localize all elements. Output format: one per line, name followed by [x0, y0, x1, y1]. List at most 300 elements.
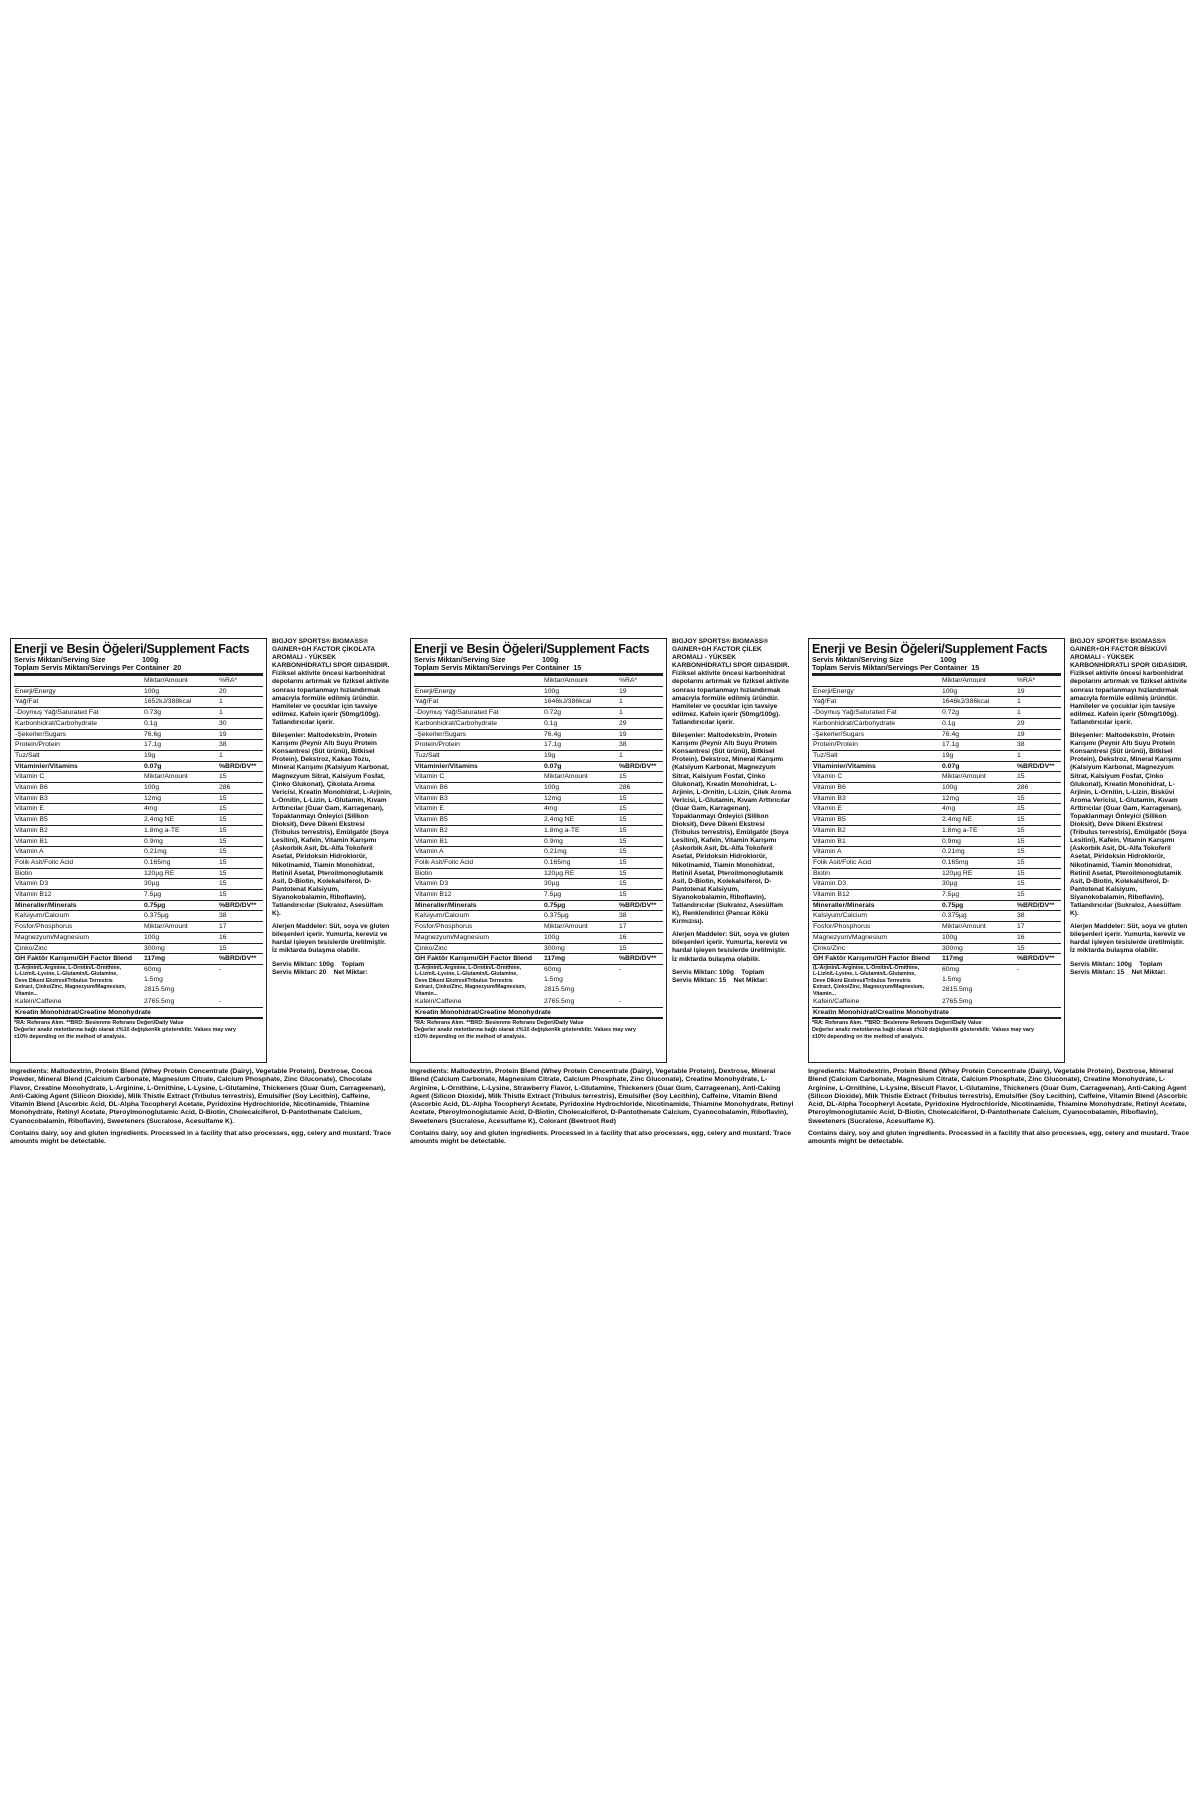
nutrient-amount: 19g: [143, 750, 218, 761]
nutrient-amount: 117mg: [543, 954, 618, 965]
nutrient-percent: %BRD/DV**: [218, 900, 263, 911]
nutrient-name: Vitamin B6: [414, 783, 543, 794]
nutrient-name: Vitamin B6: [812, 783, 941, 794]
footnote-line: ±10% depending on the method of analysis.: [14, 1033, 126, 1040]
nutrient-amount: 0.75µg: [543, 900, 618, 911]
footnote: [414, 1018, 663, 1040]
footnote-line: Değerler analiz metotlarına bağlı olarak ±%10 değişkenlik gösterebilir. Values may vary: [414, 1027, 636, 1034]
nutrient-name: Vitamin D3: [812, 879, 941, 890]
facts-row: [14, 708, 263, 719]
nutrient-amount: 76.4g: [941, 729, 1016, 740]
nutrient-amount: 2.4mg NE: [143, 815, 218, 826]
nutrient-percent: 286: [1016, 783, 1061, 794]
nutrient-amount: 0.9mg: [543, 836, 618, 847]
caffeine-row: [14, 997, 263, 1007]
facts-row: [414, 793, 663, 804]
nutrient-percent: 16: [218, 932, 263, 943]
nutrient-name: Vitamin B1: [812, 836, 941, 847]
facts-row: [14, 836, 263, 847]
facts-row: [812, 847, 1061, 858]
nutrient-amount: 0.07g: [543, 761, 618, 772]
header-cell: [14, 676, 143, 686]
header-ra: %RA*: [218, 676, 263, 686]
nutrient-name: Vitaminler/Vitamins: [414, 761, 543, 772]
side-paragraph: Bileşenler: Maltodekstrin, Protein Karışımı (Peynir Altı Suyu Protein Konsantresi (Süt ürünü), Bitkisel Protein), Dekstroz, Kakao Tozu, Mineral Karışımı (Kalsiyum Karbonat, Magnezyum Sitrat, Kalsiyum Fosfat, Çinko Glukonat), Çikolata Aroma Vericisi, Kreatin Monohidrat, L-Arjinin, L-Ornitin, L-Lizin, L-Glutamin, Kıvam Arttırıcılar (Guar Gam, Karragenan), Topaklanmayı Önleyici (Silikon Dioksit), Deve Dikeni Ekstresi (Tribulus terrestris), Emülgatör (Soya Lesitini), Kafein, Vitamin Karışımı (Askorbik Asit, DL-Alfa Tokoferil Asetat, Piridoksin Hidroklorür, Nikotinamid, Tiamin Monohidrat, Retinil Asetat, Pteroilmonoglutamik Asit, D-Biotin, Kolekalsiferol, D-Pantotenat Kalsiyum, Siyanokobalamin, Riboflavin), Tatlandırıcılar (Sukraloz, Asesülfam K).: [272, 732, 392, 918]
facts-row: [414, 686, 663, 697]
nutrient-name: Vitamin A: [812, 847, 941, 858]
nutrient-amount: 19g: [941, 750, 1016, 761]
nutrient-name: Vitamin B1: [414, 836, 543, 847]
nutrient-amount: 30µg: [941, 879, 1016, 890]
nutrient-percent: 38: [1016, 911, 1061, 922]
nutrient-name: Vitamin B5: [414, 815, 543, 826]
nutrient-name: Vitamin C: [14, 772, 143, 783]
nutrient-amount: 1652kJ/388kcal: [143, 697, 218, 708]
facts-row: [812, 750, 1061, 761]
nutrient-amount: 0.72g: [941, 708, 1016, 719]
facts-row: [414, 943, 663, 954]
blend-value: 60mg: [544, 965, 562, 973]
facts-title: Enerji ve Besin Öğeleri/Supplement Facts: [812, 642, 1048, 656]
nutrient-percent: 15: [1016, 847, 1061, 858]
nutrient-name: Vitamin B5: [14, 815, 143, 826]
nutrient-name: Vitamin C: [812, 772, 941, 783]
nutrient-percent: 15: [1016, 879, 1061, 890]
serving-size-label: Servis Miktarı/Serving Size: [414, 655, 506, 664]
nutrient-percent: 15: [1016, 943, 1061, 954]
nutrient-name: Vitamin B1: [14, 836, 143, 847]
caffeine-name: Kafein/Caffeine: [14, 997, 143, 1007]
nutrient-amount: 100g: [543, 686, 618, 697]
nutrient-name: Vitamin E: [812, 804, 941, 815]
nutrient-name: Yağ/Fat: [812, 697, 941, 708]
side-servings: Servis Miktarı: 15: [672, 976, 727, 984]
facts-row: [414, 857, 663, 868]
facts-row: [14, 879, 263, 890]
facts-row: [14, 750, 263, 761]
nutrient-amount: 17.1g: [543, 740, 618, 751]
nutrient-amount: Miktar/Amount: [143, 922, 218, 933]
nutrient-percent: 15: [1016, 825, 1061, 836]
facts-row: [414, 879, 663, 890]
facts-row: [414, 825, 663, 836]
nutrient-amount: 1.8mg a-TE: [543, 825, 618, 836]
nutrient-amount: 0.165mg: [143, 857, 218, 868]
nutrient-amount: 4mg: [143, 804, 218, 815]
ingredients-block: [10, 1068, 394, 1151]
caffeine-name: Kafein/Caffeine: [812, 997, 941, 1007]
nutrient-percent: 15: [618, 836, 663, 847]
facts-title: Enerji ve Besin Öğeleri/Supplement Facts: [414, 642, 650, 656]
facts-row: [14, 922, 263, 933]
nutrient-name: Vitamin B5: [812, 815, 941, 826]
nutrient-name: Vitamin B12: [812, 890, 941, 901]
nutrient-amount: 0.72g: [543, 708, 618, 719]
nutrient-percent: %BRD/DV**: [218, 954, 263, 965]
blend-line: Vitamin...: [813, 990, 836, 997]
side-total: Toplam: [341, 960, 365, 968]
facts-row: [812, 718, 1061, 729]
serving-size-value: 100g: [940, 655, 957, 664]
nutrient-name: Magnezyum/Magnesium: [414, 932, 543, 943]
nutrient-amount: 0.21mg: [941, 847, 1016, 858]
nutrient-amount: 1646kJ/386kcal: [543, 697, 618, 708]
side-paragraph: Alerjen Maddeler: Süt, soya ve gluten bileşenleri içerir. Yumurta, kereviz ve hardal işleyen tesislerde üretilmiştir. İz miktarda bulaşma olabilir.: [272, 923, 390, 955]
facts-row: [14, 954, 263, 965]
facts-row: [414, 900, 663, 911]
nutrient-amount: 0.375µg: [941, 911, 1016, 922]
nutrient-amount: 117mg: [941, 954, 1016, 965]
ingredients-text: Ingredients: Maltodextrin, Protein Blend (Whey Protein Concentrate (Dairy), Vegetable Protein), Dextrose, Mineral Blend (Calcium Carbonate, Magnesium Citrate, Calcium Phosphate, Zinc Gluconate), Creatine Monohydrate, L-Arginine, L-Ornithine, L-Lysine, Strawberry Flavor, L-Glutamine, Thickeners (Guar Gum, Carrageenan), Anti-Caking Agent (Silicon Dioxide), Milk Thistle Extract (Tribulus terrestris), Emulsifier (Soy Lecithin), Caffeine, Vitamin Blend (Ascorbic Acid, DL-Alpha Tocopheryl Acetate, Pyridoxine Hydrochloride, Nicotinamide, Thiamine Monohydrate, Retinyl Acetate, Pteroylmonoglutamic Acid, D-Biotin, Cholecalciferol, D-Pantothenate Calcium, Cyanocobalamin, Riboflavin), Sweeteners (Sucralose, Acesulfame K), Colorant (Beetroot Red): [410, 1068, 794, 1125]
nutrient-percent: 15: [218, 836, 263, 847]
nutrient-name: Vitamin B12: [14, 890, 143, 901]
facts-row: [812, 954, 1061, 965]
nutrient-amount: 0.9mg: [941, 836, 1016, 847]
side-servings: Servis Miktarı: 15: [1070, 968, 1125, 976]
nutrient-amount: 2.4mg NE: [941, 815, 1016, 826]
facts-row: [414, 804, 663, 815]
blend-percent: -: [619, 965, 622, 973]
nutrient-amount: 100g: [543, 932, 618, 943]
nutrient-name: Biotin: [14, 868, 143, 879]
nutrient-name: -Doymuş Yağ/Saturated Fat: [14, 708, 143, 719]
caffeine-row: [812, 997, 1061, 1007]
nutrient-amount: 300mg: [543, 943, 618, 954]
nutrient-percent: 1: [618, 697, 663, 708]
header-amount: Miktar/Amount: [143, 676, 218, 686]
nutrient-amount: Miktar/Amount: [543, 772, 618, 783]
nutrient-amount: 300mg: [941, 943, 1016, 954]
facts-row: [812, 804, 1061, 815]
nutrient-name: GH Faktör Karışımı/GH Factor Blend: [414, 954, 543, 965]
nutrient-name: Kalsiyum/Calcium: [414, 911, 543, 922]
nutrient-name: Vitamin B6: [14, 783, 143, 794]
nutrient-amount: 1.8mg a-TE: [143, 825, 218, 836]
nutrient-percent: 15: [1016, 815, 1061, 826]
serving-size-label: Servis Miktarı/Serving Size: [812, 655, 904, 664]
nutrient-amount: 117mg: [143, 954, 218, 965]
blend-percent: -: [219, 965, 222, 973]
nutrient-name: Kalsiyum/Calcium: [812, 911, 941, 922]
nutrient-amount: 100g: [941, 686, 1016, 697]
nutrient-amount: 30µg: [143, 879, 218, 890]
nutrient-amount: 12mg: [941, 793, 1016, 804]
nutrient-amount: Miktar/Amount: [143, 772, 218, 783]
blend-line: (L-Arjinin/L-Arginine, L-Ornitin/L-Ornithine,: [813, 964, 920, 971]
facts-header-row: [414, 676, 663, 686]
facts-row: [812, 857, 1061, 868]
nutrient-percent: 15: [1016, 890, 1061, 901]
nutrient-percent: %BRD/DV**: [218, 761, 263, 772]
nutrient-amount: 0.375µg: [143, 911, 218, 922]
nutrient-percent: 38: [1016, 740, 1061, 751]
nutrient-percent: 15: [618, 815, 663, 826]
creatine-name: Kreatin Monohidrat/Creatine Monohydrate: [812, 1007, 1061, 1018]
nutrient-percent: 20: [218, 686, 263, 697]
nutrient-amount: 7.5µg: [543, 890, 618, 901]
nutrient-percent: 15: [218, 825, 263, 836]
nutrient-name: Fosfor/Phosphorus: [14, 922, 143, 933]
blend-line: L-Lizin/L-Lysine, L-Glutamin/L-Glutamine,: [813, 971, 916, 978]
side-serving-size: Servis Miktarı: 100g: [272, 960, 334, 968]
side-serving: [672, 969, 792, 985]
nutrient-percent: 15: [618, 825, 663, 836]
nutrient-percent: 38: [218, 740, 263, 751]
nutrient-percent: 17: [218, 922, 263, 933]
nutrient-percent: 15: [1016, 804, 1061, 815]
nutrient-amount: 0.1g: [543, 718, 618, 729]
nutrient-name: Vitamin B2: [812, 825, 941, 836]
blend-line: Extract, Çinko/Zinc, Magnezyum/Magnesium,: [15, 984, 126, 991]
nutrient-name: Vitamin D3: [414, 879, 543, 890]
nutrient-percent: 15: [1016, 793, 1061, 804]
nutrient-percent: 15: [218, 868, 263, 879]
servings-label: Toplam Servis Miktarı/Servings Per Container: [812, 663, 968, 672]
facts-title: Enerji ve Besin Öğeleri/Supplement Facts: [14, 642, 250, 656]
nutrient-name: Tuz/Salt: [812, 750, 941, 761]
nutrient-percent: 15: [618, 890, 663, 901]
facts-row: [414, 761, 663, 772]
nutrient-name: Vitamin A: [14, 847, 143, 858]
blend-line: (L-Arjinin/L-Arginine, L-Ornitin/L-Ornithine,: [415, 964, 522, 971]
servings-label: Toplam Servis Miktarı/Servings Per Container: [414, 663, 570, 672]
nutrient-percent: 15: [218, 772, 263, 783]
ingredients-block: [808, 1068, 1192, 1151]
nutrient-amount: 0.75µg: [143, 900, 218, 911]
nutrient-name: -Şekerler/Sugars: [14, 729, 143, 740]
nutrient-name: Enerji/Energy: [14, 686, 143, 697]
nutrient-percent: 15: [1016, 857, 1061, 868]
facts-table: [812, 676, 1061, 1018]
nutrient-percent: %BRD/DV**: [1016, 761, 1061, 772]
nutrient-amount: 100g: [543, 783, 618, 794]
nutrient-name: Vitamin D3: [14, 879, 143, 890]
header-cell: [812, 676, 941, 686]
side-serving: [1070, 961, 1190, 977]
nutrient-name: Enerji/Energy: [812, 686, 941, 697]
nutrient-amount: 120µg RE: [941, 868, 1016, 879]
side-paragraph: Alerjen Maddeler: Süt, soya ve gluten bileşenleri içerir. Yumurta, kereviz ve hardal işleyen tesislerde üretilmiştir. İz miktarda bulaşma olabilir.: [672, 931, 790, 963]
nutrient-percent: 1: [1016, 697, 1061, 708]
facts-row: [14, 772, 263, 783]
nutrient-name: Vitamin B3: [14, 793, 143, 804]
blend-percent: -: [1017, 965, 1020, 973]
blend-value: 60mg: [942, 965, 960, 973]
nutrient-amount: 120µg RE: [543, 868, 618, 879]
supplement-facts-box: [808, 638, 1065, 1063]
nutrient-amount: 0.165mg: [941, 857, 1016, 868]
creatine-row: [14, 1007, 263, 1018]
nutrient-amount: 76.4g: [543, 729, 618, 740]
nutrient-name: Kalsiyum/Calcium: [14, 911, 143, 922]
facts-table: [414, 676, 663, 1018]
facts-row: [14, 932, 263, 943]
blend-row: [812, 964, 1061, 997]
facts-row: [414, 729, 663, 740]
facts-row: [812, 761, 1061, 772]
nutrient-percent: 30: [218, 718, 263, 729]
nutrient-percent: 1: [218, 708, 263, 719]
nutrient-amount: 120µg RE: [143, 868, 218, 879]
header-amount: Miktar/Amount: [543, 676, 618, 686]
nutrient-amount: 4mg: [543, 804, 618, 815]
blend-line: L-Lizin/L-Lysine, L-Glutamin/L-Glutamine,: [15, 971, 118, 978]
nutrient-amount: 100g: [143, 783, 218, 794]
creatine-name: Kreatin Monohidrat/Creatine Monohydrate: [414, 1007, 663, 1018]
facts-row: [14, 804, 263, 815]
nutrient-percent: 38: [618, 740, 663, 751]
nutrient-percent: 17: [618, 922, 663, 933]
blend-line: Deve Dikeni Ekstresi/Tribulus Terrestris: [813, 977, 911, 984]
side-net: Net Miktar:: [733, 976, 768, 984]
serving-size-value: 100g: [542, 655, 559, 664]
nutrient-name: Yağ/Fat: [14, 697, 143, 708]
facts-row: [14, 868, 263, 879]
header-ra: %RA*: [618, 676, 663, 686]
nutrient-amount: 0.165mg: [543, 857, 618, 868]
nutrient-name: Magnezyum/Magnesium: [812, 932, 941, 943]
facts-row: [14, 740, 263, 751]
caffeine-percent: -: [218, 997, 263, 1007]
nutrient-percent: 15: [218, 804, 263, 815]
facts-row: [414, 847, 663, 858]
caffeine-name: Kafein/Caffeine: [414, 997, 543, 1007]
side-servings: Servis Miktarı: 20: [272, 968, 327, 976]
header-cell: [414, 676, 543, 686]
nutrient-percent: 286: [218, 783, 263, 794]
footnote-line: ±10% depending on the method of analysis.: [414, 1033, 526, 1040]
nutrient-name: Fosfor/Phosphorus: [414, 922, 543, 933]
nutrient-percent: 15: [618, 847, 663, 858]
nutrient-name: Vitamin B3: [414, 793, 543, 804]
blend-value: 2815.5mg: [544, 985, 575, 993]
nutrient-amount: 30µg: [543, 879, 618, 890]
supplement-facts-box: [10, 638, 267, 1063]
nutrient-amount: 100g: [941, 932, 1016, 943]
footnote-line: *RA: Referans Alım. **BRD: Beslenme Referans Değeri/Daily Value: [812, 1020, 982, 1027]
nutrient-name: Çinko/Zinc: [812, 943, 941, 954]
nutrient-name: Protein/Protein: [414, 740, 543, 751]
caffeine-row: [414, 997, 663, 1007]
side-serving-size: Servis Miktarı: 100g: [1070, 960, 1132, 968]
blend-value: 1.5mg: [544, 975, 563, 983]
nutrient-percent: 19: [618, 686, 663, 697]
facts-row: [414, 954, 663, 965]
servings-value: 20: [173, 663, 182, 672]
nutrient-name: Vitamin C: [414, 772, 543, 783]
nutrient-name: Fosfor/Phosphorus: [812, 922, 941, 933]
side-paragraph: BIGJOY SPORTS® BIGMASS® GAINER+GH FACTOR ÇİLEK AROMALI - YÜKSEK KARBONHİDRATLI SPOR GIDASIDIR. Fiziksel aktivite öncesi karbonhidrat depolarını artırmak ve fiziksel aktivite sonrası toparlanmayı hızlandırmak amacıyla formüle edilmiş üründür. Hamileler ve çocuklar için tavsiye edilmez. Kafein içerir (50mg/100g). Tatlandırıcılar içerir.: [672, 638, 790, 726]
facts-row: [812, 932, 1061, 943]
servings-value: 15: [573, 663, 582, 672]
nutrient-name: Çinko/Zinc: [14, 943, 143, 954]
nutrient-percent: 29: [1016, 718, 1061, 729]
nutrient-percent: 29: [618, 718, 663, 729]
nutrient-percent: 19: [1016, 686, 1061, 697]
facts-row: [812, 772, 1061, 783]
nutrient-amount: 4mg: [941, 804, 1016, 815]
nutrient-amount: Miktar/Amount: [941, 922, 1016, 933]
nutrient-name: Yağ/Fat: [414, 697, 543, 708]
nutrient-name: Biotin: [414, 868, 543, 879]
facts-row: [14, 825, 263, 836]
nutrient-amount: 17.1g: [143, 740, 218, 751]
nutrient-name: Tuz/Salt: [414, 750, 543, 761]
facts-row: [414, 922, 663, 933]
nutrient-amount: 0.75µg: [941, 900, 1016, 911]
facts-row: [812, 890, 1061, 901]
blend-line: Deve Dikeni Ekstresi/Tribulus Terrestris: [15, 977, 113, 984]
side-total: Toplam: [741, 968, 765, 976]
facts-row: [414, 772, 663, 783]
nutrient-name: Folik Asit/Folic Acid: [414, 857, 543, 868]
nutrient-name: Karbonhidrat/Carbohydrate: [414, 718, 543, 729]
facts-header-row: [14, 676, 263, 686]
creatine-row: [812, 1007, 1061, 1018]
nutrient-percent: 17: [1016, 922, 1061, 933]
nutrient-percent: 15: [618, 943, 663, 954]
nutrient-percent: 1: [1016, 750, 1061, 761]
nutrient-percent: 15: [618, 868, 663, 879]
nutrient-percent: 1: [618, 708, 663, 719]
nutrient-name: Vitamin B3: [812, 793, 941, 804]
ingredients-text: Ingredients: Maltodextrin, Protein Blend (Whey Protein Concentrate (Dairy), Vegetable Protein), Dextrose, Cocoa Powder, Mineral Blend (Calcium Carbonate, Magnesium Citrate, Calcium Phosphate, Zinc Gluconate), Chocolate Flavor, Creatine Monohydrate, L-Arginine, L-Ornithine, L-Lysine, L-Glutamine, Thickeners (Guar Gum, Carrageenan), Anti-Caking Agent (Silicon Dioxide), Milk Thistle Extract (Tribulus terrestris), Emulsifier (Soy Lecithin), Caffeine, Vitamin Blend (Ascorbic Acid, DL-Alpha Tocopheryl Acetate, Pyridoxine Hydrochloride, Nicotinamide, Thiamine Monohydrate, Retinyl Acetate, Pteroylmonoglutamic Acid, D-Biotin, Cholecalciferol, D-Pantothenate Calcium, Cyanocobalamin, Riboflavin), Sweeteners (Sucralose, Acesulfame K).: [10, 1068, 386, 1125]
blend-line: L-Lizin/L-Lysine, L-Glutamin/L-Glutamine,: [415, 971, 518, 978]
nutrient-name: Vitamin A: [414, 847, 543, 858]
nutrient-amount: 0.9mg: [143, 836, 218, 847]
nutrient-percent: 15: [1016, 772, 1061, 783]
footnote: [14, 1018, 263, 1040]
caffeine-amount: 2765.5mg: [543, 997, 618, 1007]
nutrient-amount: Miktar/Amount: [543, 922, 618, 933]
facts-row: [14, 857, 263, 868]
facts-row: [14, 761, 263, 772]
footnote-line: Değerler analiz metotlarına bağlı olarak ±%10 değişkenlik gösterebilir. Values may vary: [14, 1027, 236, 1034]
nutrient-name: Vitaminler/Vitamins: [812, 761, 941, 772]
servings-label: Toplam Servis Miktarı/Servings Per Container: [14, 663, 170, 672]
nutrient-percent: 15: [1016, 836, 1061, 847]
facts-row: [14, 911, 263, 922]
nutrient-amount: 0.1g: [143, 718, 218, 729]
nutrient-percent: 15: [618, 772, 663, 783]
facts-row: [812, 697, 1061, 708]
nutrient-amount: 0.375µg: [543, 911, 618, 922]
nutrient-amount: 100g: [143, 932, 218, 943]
nutrient-name: Vitamin B2: [14, 825, 143, 836]
nutrient-percent: 15: [618, 879, 663, 890]
footnote-line: *RA: Referans Alım. **BRD: Beslenme Referans Değeri/Daily Value: [414, 1020, 584, 1027]
facts-row: [414, 868, 663, 879]
side-paragraph: BIGJOY SPORTS® BIGMASS® GAINER+GH FACTOR ÇİKOLATA AROMALI - YÜKSEK KARBONHİDRATLI SPOR GIDASIDIR. Fiziksel aktivite öncesi karbonhidrat depolarını artırmak ve fiziksel aktivite sonrası toparlanmayı hızlandırmak amacıyla formüle edilmiş üründür. Hamileler ve çocuklar için tavsiye edilmez. Kafein içerir (50mg/100g). Tatlandırıcılar içerir.: [272, 638, 390, 726]
nutrient-amount: 0.73g: [143, 708, 218, 719]
facts-header-row: [812, 676, 1061, 686]
contains-text: Contains dairy, soy and gluten ingredients. Processed in a facility that also processes, egg, celery and mustard. Trace amounts might be detectable.: [410, 1130, 792, 1146]
facts-row: [414, 932, 663, 943]
nutrient-amount: 100g: [941, 783, 1016, 794]
nutrient-percent: %BRD/DV**: [618, 900, 663, 911]
nutrient-name: Vitamin B12: [414, 890, 543, 901]
footnote-line: Değerler analiz metotlarına bağlı olarak ±%10 değişkenlik gösterebilir. Values may vary: [812, 1027, 1034, 1034]
blend-line: Deve Dikeni Ekstresi/Tribulus Terrestris: [415, 977, 513, 984]
facts-row: [812, 825, 1061, 836]
contains-text: Contains dairy, soy and gluten ingredients. Processed in a facility that also processes, egg, celery and mustard. Trace amounts might be detectable.: [808, 1130, 1190, 1146]
nutrient-percent: 19: [218, 729, 263, 740]
nutrient-name: Vitamin E: [414, 804, 543, 815]
facts-row: [14, 900, 263, 911]
servings-value: 15: [971, 663, 980, 672]
nutrient-name: Vitamin E: [14, 804, 143, 815]
nutrient-name: Vitaminler/Vitamins: [14, 761, 143, 772]
